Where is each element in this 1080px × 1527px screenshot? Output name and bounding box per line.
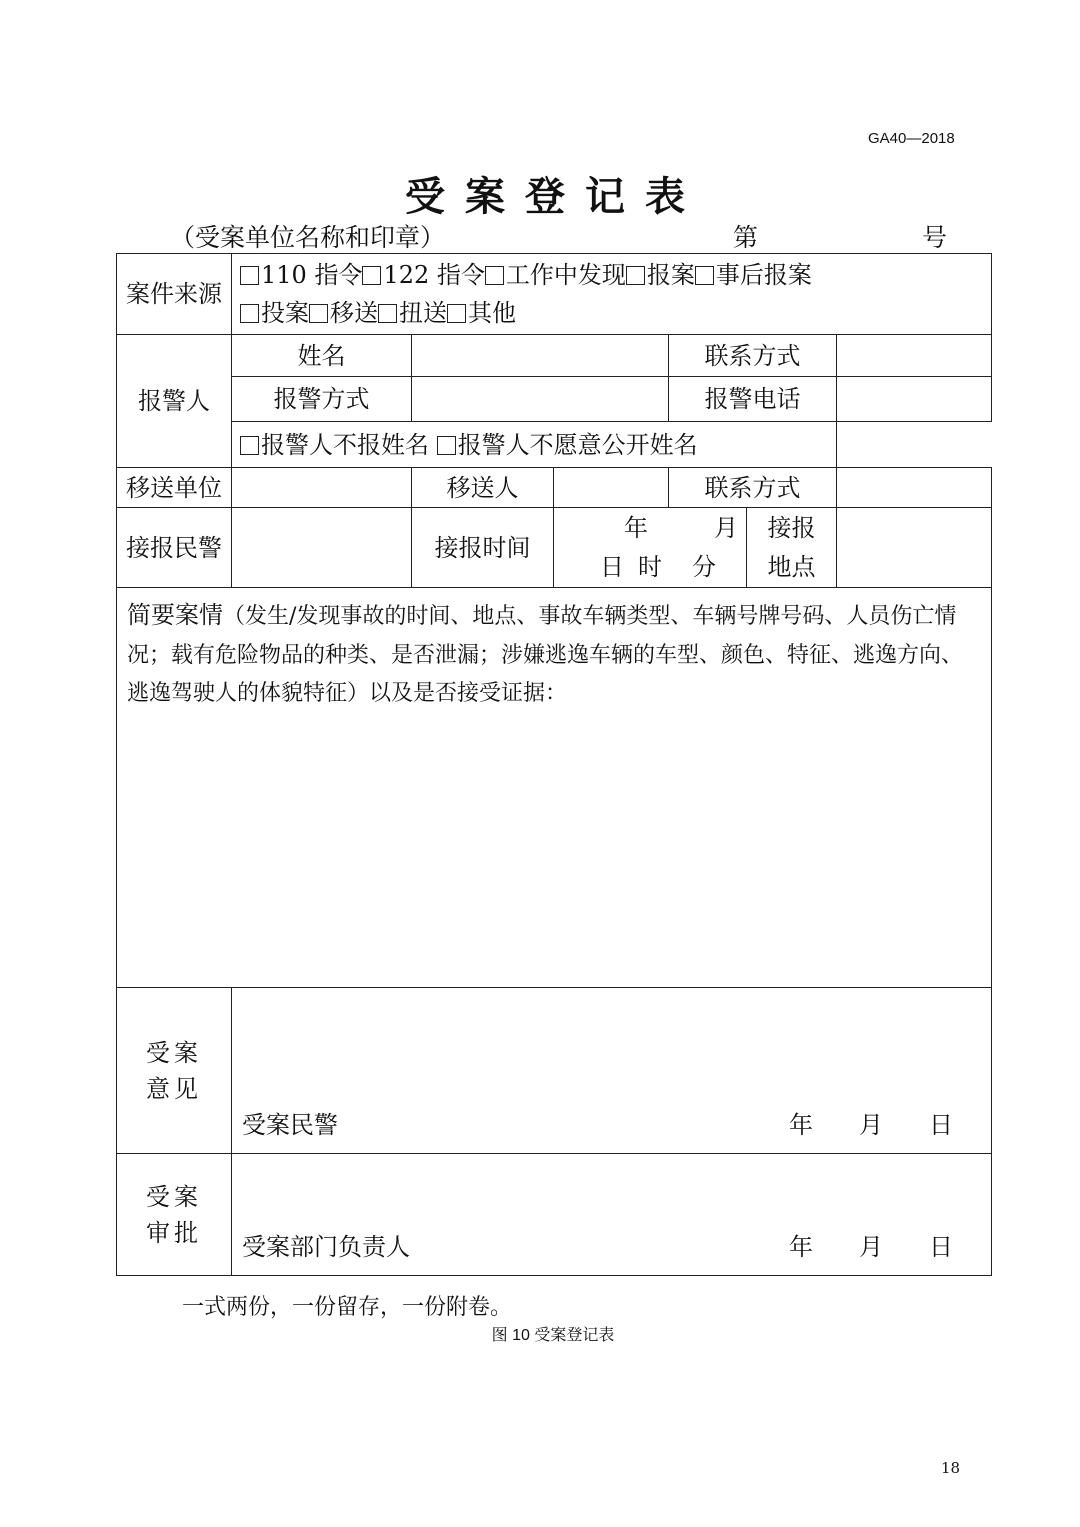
reporter-contact-field[interactable] (837, 335, 992, 377)
checkbox[interactable] (240, 266, 259, 285)
receiving-time-label: 接报时间 (412, 508, 554, 588)
number-label: 第 (733, 223, 759, 252)
source-option-report[interactable]: 报案 (626, 261, 695, 289)
reporter-contact-label: 联系方式 (669, 335, 837, 377)
reporter-name-field[interactable] (412, 335, 669, 377)
form-title: 受案登记表 (405, 173, 705, 220)
report-phone-field[interactable] (837, 377, 992, 422)
checkbox[interactable] (437, 436, 456, 455)
checkbox[interactable] (695, 266, 714, 285)
acceptance-approval-cell[interactable] (232, 1154, 992, 1276)
case-source-label: 案件来源 (117, 254, 232, 335)
copies-note: 一式两份，一份留存，一份附卷。 (182, 1295, 513, 1320)
source-option-transfer[interactable]: 移送 (309, 299, 378, 327)
accepting-officer-label: 受案民警 (242, 1111, 338, 1139)
checkbox[interactable] (626, 266, 645, 285)
checkbox[interactable] (240, 304, 259, 323)
source-option-other[interactable]: 其他 (447, 299, 516, 327)
transfer-contact-label: 联系方式 (669, 468, 837, 508)
report-method-field[interactable] (412, 377, 669, 422)
reporter-name-label: 姓名 (232, 335, 412, 377)
acceptance-approval-label: 受案 审批 (117, 1154, 232, 1276)
acceptance-approval-signline (242, 1229, 953, 1265)
transfer-unit-field[interactable] (232, 468, 412, 508)
case-source-options (232, 254, 992, 335)
transfer-unit-label: 移送单位 (117, 468, 232, 508)
receiving-place-label: 接报 地点 (747, 508, 837, 588)
report-phone-label: 报警电话 (669, 377, 837, 422)
receiving-time-field[interactable]: 年 月 日 时 分 (554, 508, 747, 588)
source-option-escort[interactable]: 扭送 (378, 299, 447, 327)
page-number: 18 (941, 1459, 961, 1477)
checkbox[interactable] (309, 304, 328, 323)
checkbox[interactable] (362, 266, 381, 285)
opinion-date: 年 月 日 (789, 1111, 953, 1139)
source-option-122[interactable]: 122 指令 (362, 261, 484, 289)
checkbox[interactable] (378, 304, 397, 323)
source-option-late-report[interactable]: 事后报案 (695, 261, 812, 289)
source-option-surrender[interactable]: 投案 (240, 299, 309, 327)
approval-date: 年 月 日 (789, 1233, 953, 1261)
report-method-label: 报警方式 (232, 377, 412, 422)
checkbox[interactable] (485, 266, 504, 285)
private-name-option[interactable]: 报警人不愿意公开姓名 (437, 431, 698, 459)
case-registration-table (116, 253, 992, 1276)
number-suffix: 号 (922, 223, 948, 252)
acceptance-opinion-cell[interactable] (232, 988, 992, 1154)
source-option-110[interactable]: 110 指令 (240, 261, 362, 289)
receiving-place-field[interactable] (837, 508, 992, 588)
transfer-person-field[interactable] (554, 468, 669, 508)
transfer-contact-field[interactable] (837, 468, 992, 508)
acceptance-opinion-label: 受案 意见 (117, 988, 232, 1154)
receiving-officer-field[interactable] (232, 508, 412, 588)
checkbox[interactable] (240, 436, 259, 455)
acceptance-opinion-signline (242, 1107, 953, 1143)
receiving-officer-label: 接报民警 (117, 508, 232, 588)
department-head-label: 受案部门负责人 (242, 1233, 410, 1261)
checkbox[interactable] (447, 304, 466, 323)
source-option-discovered[interactable]: 工作中发现 (485, 261, 626, 289)
figure-caption: 图 10 受案登记表 (491, 1327, 615, 1344)
reporter-label: 报警人 (117, 335, 232, 468)
standard-code: GA40—2018 (868, 130, 955, 147)
case-description-prompt: 简要案情（发生/发现事故的时间、地点、事故车辆类型、车辆号牌号码、人员伤亡情况；载有危险物品的种类、是否泄漏；涉嫌逃逸车辆的车型、颜色、特征、逃逸方向、逃逸驾驶人的体貌特征）以及是否接受证据： (127, 601, 964, 706)
transfer-person-label: 移送人 (412, 468, 554, 508)
reporter-anonymity-options (232, 422, 837, 468)
case-description-cell[interactable] (117, 588, 992, 988)
unit-name-seal-label: （受案单位名称和印章） (170, 223, 446, 252)
anonymous-option[interactable]: 报警人不报姓名 (240, 431, 429, 459)
